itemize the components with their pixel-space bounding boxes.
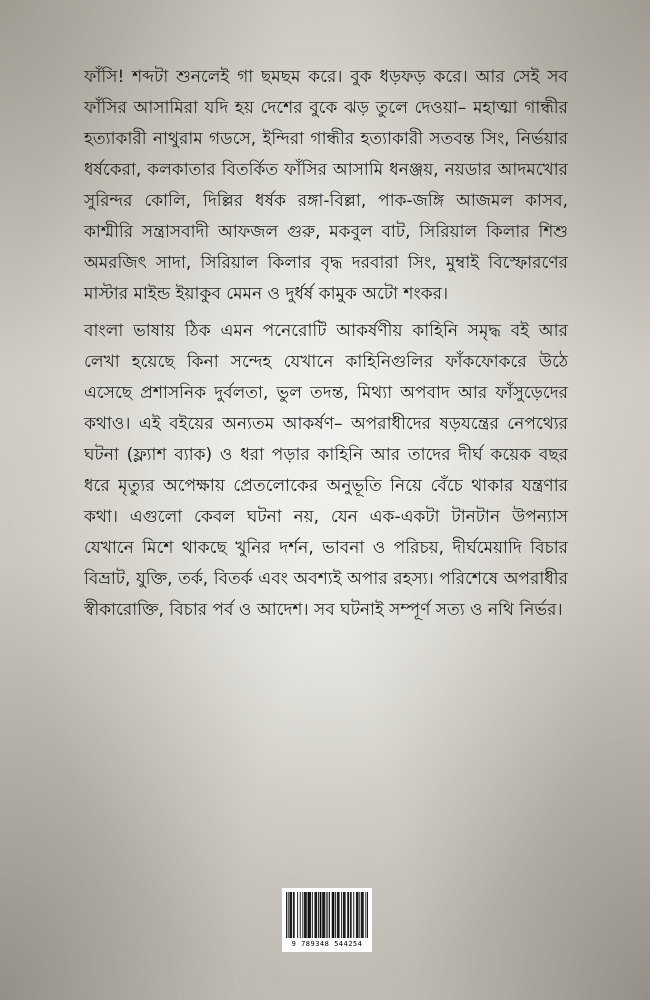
barcode-bar — [327, 892, 328, 938]
barcode-bar — [322, 892, 323, 938]
barcode-bar — [308, 892, 309, 938]
barcode-bar — [308, 892, 309, 938]
barcode-bar — [305, 892, 306, 938]
barcode-bar — [302, 892, 303, 938]
barcode-bar — [309, 892, 310, 938]
barcode-bar — [290, 892, 291, 938]
barcode-bar — [345, 892, 346, 938]
barcode-bar — [314, 892, 315, 938]
barcode-bar — [304, 892, 305, 938]
barcode-bar — [300, 892, 301, 938]
isbn-number: 9 789348 544254 — [291, 940, 363, 948]
barcode-bar — [315, 892, 316, 938]
barcode-bar — [367, 892, 368, 938]
barcode-bar — [338, 892, 339, 938]
barcode-bar — [339, 892, 340, 938]
barcode-bar — [294, 892, 295, 938]
barcode-bar — [343, 892, 344, 938]
barcode-bar — [310, 892, 311, 938]
barcode-bar — [351, 892, 352, 938]
barcode-bar — [341, 892, 342, 938]
barcode-bar — [347, 892, 348, 938]
barcode-bar — [306, 892, 307, 938]
barcode-bar — [332, 892, 333, 938]
barcode-bar — [316, 892, 317, 938]
barcode-bar — [350, 892, 351, 938]
barcode-bar — [321, 892, 322, 938]
barcode-bar — [291, 892, 292, 938]
barcode-bar — [318, 892, 319, 938]
barcode-bar — [335, 892, 336, 938]
barcode-bar — [333, 892, 334, 938]
barcode-bar — [365, 892, 366, 938]
barcode-bar — [289, 892, 290, 938]
barcode-bar — [293, 892, 294, 938]
barcode-bar — [329, 892, 330, 938]
barcode-bar — [348, 892, 349, 938]
blurb-paragraph-2: বাংলা ভাষায় ঠিক এমন পনেরোটি আকর্ষণীয় কাহিনি সমৃদ্ধ বই আর লেখা হয়েছে কিনা সন্দেহ যেখানে কাহিনিগুলির ফাঁকফোকরে উঠে এসেছে প্রশাসনিক দুর্বলতা, ভুল তদন্ত, মিথ্যা অপবাদ আর ফাঁসুড়েদের কথাও। এই বইয়ের অন্যতম আকর্ষণ– অপরাধীদের ষড়যন্ত্রের নেপথ্যের ঘটনা (ফ্ল্যাশ ব্যাক) ও ধরা পড়ার কাহিনি আর তাদের দীর্ঘ কয়েক বছর ধরে মৃত্যুর অপেক্ষায় প্রেতলোকের অনুভূতি নিয়ে বেঁচে থাকার যন্ত্রণার কথা। এগুলো কেবল ঘটনা নয়, যেন এক-একটা টানটান উপন্যাস যেখানে মিশে থাকছে খুনির দর্শন, ভাবনা ও পরিচয়, দীর্ঘমেয়াদি বিচার বিভ্রাট, যুক্তি, তর্ক, বিতর্ক এবং অবশ্যই অপার রহস্য। পরিশেষে অপরাধীর স্বীকারোক্তি, বিচার পর্ব ও আদেশ। সব ঘটনাই সম্পূর্ণ সত্য ও নথি নির্ভর। — [84, 321, 568, 620]
barcode-icon — [286, 892, 368, 938]
barcode-bar — [326, 892, 327, 938]
barcode-bar — [320, 892, 321, 938]
barcode-bar — [333, 892, 334, 938]
barcode-bar — [323, 892, 324, 938]
blurb-text — [84, 62, 568, 632]
barcode-bar — [288, 892, 289, 938]
barcode-bar — [356, 892, 357, 938]
barcode-bar — [359, 892, 360, 938]
barcode-bar — [312, 892, 313, 938]
barcode-bar — [361, 892, 362, 938]
barcode-bar — [286, 892, 287, 938]
barcode-bar — [362, 892, 363, 938]
barcode-bar — [363, 892, 364, 938]
blurb-paragraph-1: ফাঁসি! শব্দটা শুনলেই গা ছমছম করে। বুক ধড়ফড় করে। আর সেই সব ফাঁসির আসামিরা যদি হয় দেশের বুকে ঝড় তুলে দেওয়া– মহাত্মা গান্ধীর হত্যাকারী নাথুরাম গডসে, ইন্দিরা গান্ধীর হত্যাকারী সতবন্ত সিং, নির্ভয়ার ধর্ষকেরা, কলকাতার বিতর্কিত ফাঁসির আসামি ধনঞ্জয়, নয়ডার আদমখোর সুরিন্দর কোলি, দিল্লির ধর্ষক রঙ্গা-বিল্লা, পাক-জঙ্গি আজমল কাসব, কাশ্মীরি সন্ত্রাসবাদী আফজল গুরু, মকবুল বাট, সিরিয়াল কিলার শিশু অমরজিৎ সাদা, সিরিয়াল কিলার বৃদ্ধ দরবারা সিং, মুম্বাই বিস্ফোরণের মাস্টার মাইন্ড ইয়াকুব মেমন ও দুর্ধর্ষ কামুক অটো শংকর। — [84, 67, 568, 304]
barcode-bar — [297, 892, 298, 938]
barcode-bar — [353, 892, 354, 938]
barcode-bar — [337, 892, 338, 938]
isbn-barcode — [282, 888, 372, 952]
barcode-bar — [344, 892, 345, 938]
barcode-bar — [324, 892, 325, 938]
barcode-bar — [358, 892, 359, 938]
barcode-bar — [357, 892, 358, 938]
